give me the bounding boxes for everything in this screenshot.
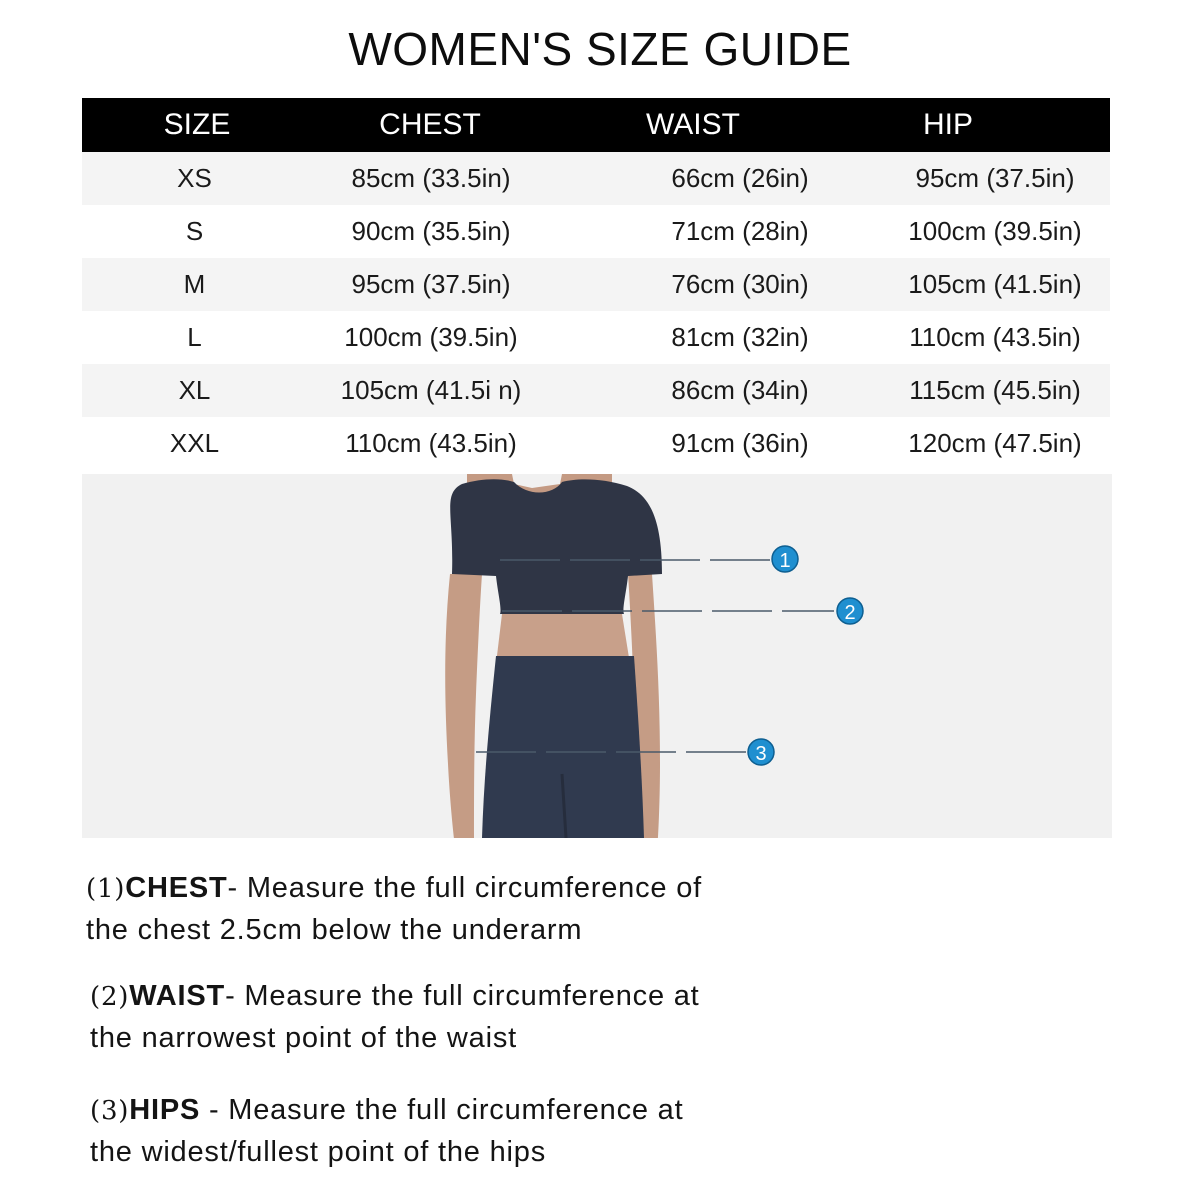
note-text-line2: the narrowest point of the waist [90,1022,517,1054]
note-term: CHEST [125,872,228,904]
marker-3 [748,739,774,765]
note-text-line2: the chest 2.5cm below the underarm [86,914,583,946]
cell-waist: 86cm (34in) [671,375,809,405]
table-row [82,152,1110,205]
note-term: WAIST [129,980,226,1012]
cell-waist: 91cm (36in) [671,428,809,458]
table-row [82,311,1110,364]
left-arm-shape [445,574,482,838]
note-number: (1) [86,874,126,904]
cell-hip: 115cm (45.5in) [909,375,1081,405]
header-waist: WAIST [646,108,740,141]
marker-2-label: 2 [844,602,856,624]
cell-waist: 76cm (30in) [671,269,809,299]
table-header [82,98,1110,152]
note-text: - Measure the full circumference at [200,1094,684,1126]
cell-size: M [183,269,206,299]
note-number: (3) [90,1096,130,1126]
cell-hip: 105cm (41.5in) [908,269,1082,299]
cell-waist: 71cm (28in) [671,216,809,246]
size-table [82,98,1110,470]
note-number: (2) [90,982,130,1012]
page-title: WOMEN'S SIZE GUIDE [348,23,852,75]
model-illustration [82,474,1112,838]
marker-2 [837,598,863,624]
cell-hip: 110cm (43.5in) [909,322,1081,352]
note-hips [90,1090,683,1173]
cell-chest: 105cm (41.5i n) [340,375,522,405]
note-text-line2: the widest/fullest point of the hips [90,1136,546,1168]
cell-size: L [187,322,202,352]
table-row [82,417,1110,470]
cell-chest: 100cm (39.5in) [344,322,518,352]
cell-size: XXL [169,428,220,458]
note-waist [90,976,700,1059]
table-row [82,364,1110,417]
cell-chest: 90cm (35.5in) [351,216,511,246]
header-hip: HIP [922,108,973,141]
cell-size: XL [178,375,211,405]
table-row [82,205,1110,258]
model-photo [82,474,1112,838]
marker-1 [772,546,798,572]
cell-hip: 100cm (39.5in) [908,216,1082,246]
cell-chest: 95cm (37.5in) [351,269,511,299]
cell-hip: 95cm (37.5in) [915,163,1075,193]
note-chest [86,868,702,951]
cell-chest: 85cm (33.5in) [351,163,511,193]
cell-size: XS [177,163,212,193]
marker-1-label: 1 [779,550,791,572]
cell-waist: 81cm (32in) [671,322,809,352]
note-text: - Measure the full circumference of [227,872,702,904]
cell-chest: 110cm (43.5in) [345,428,517,458]
header-chest: CHEST [379,108,481,141]
marker-3-label: 3 [755,743,767,765]
note-term: HIPS [129,1094,201,1126]
cell-hip: 120cm (47.5in) [908,428,1082,458]
note-text: - Measure the full circumference at [225,980,700,1012]
header-size: SIZE [163,108,231,141]
cell-size: S [185,216,204,246]
cell-waist: 66cm (26in) [671,163,809,193]
table-row [82,258,1110,311]
